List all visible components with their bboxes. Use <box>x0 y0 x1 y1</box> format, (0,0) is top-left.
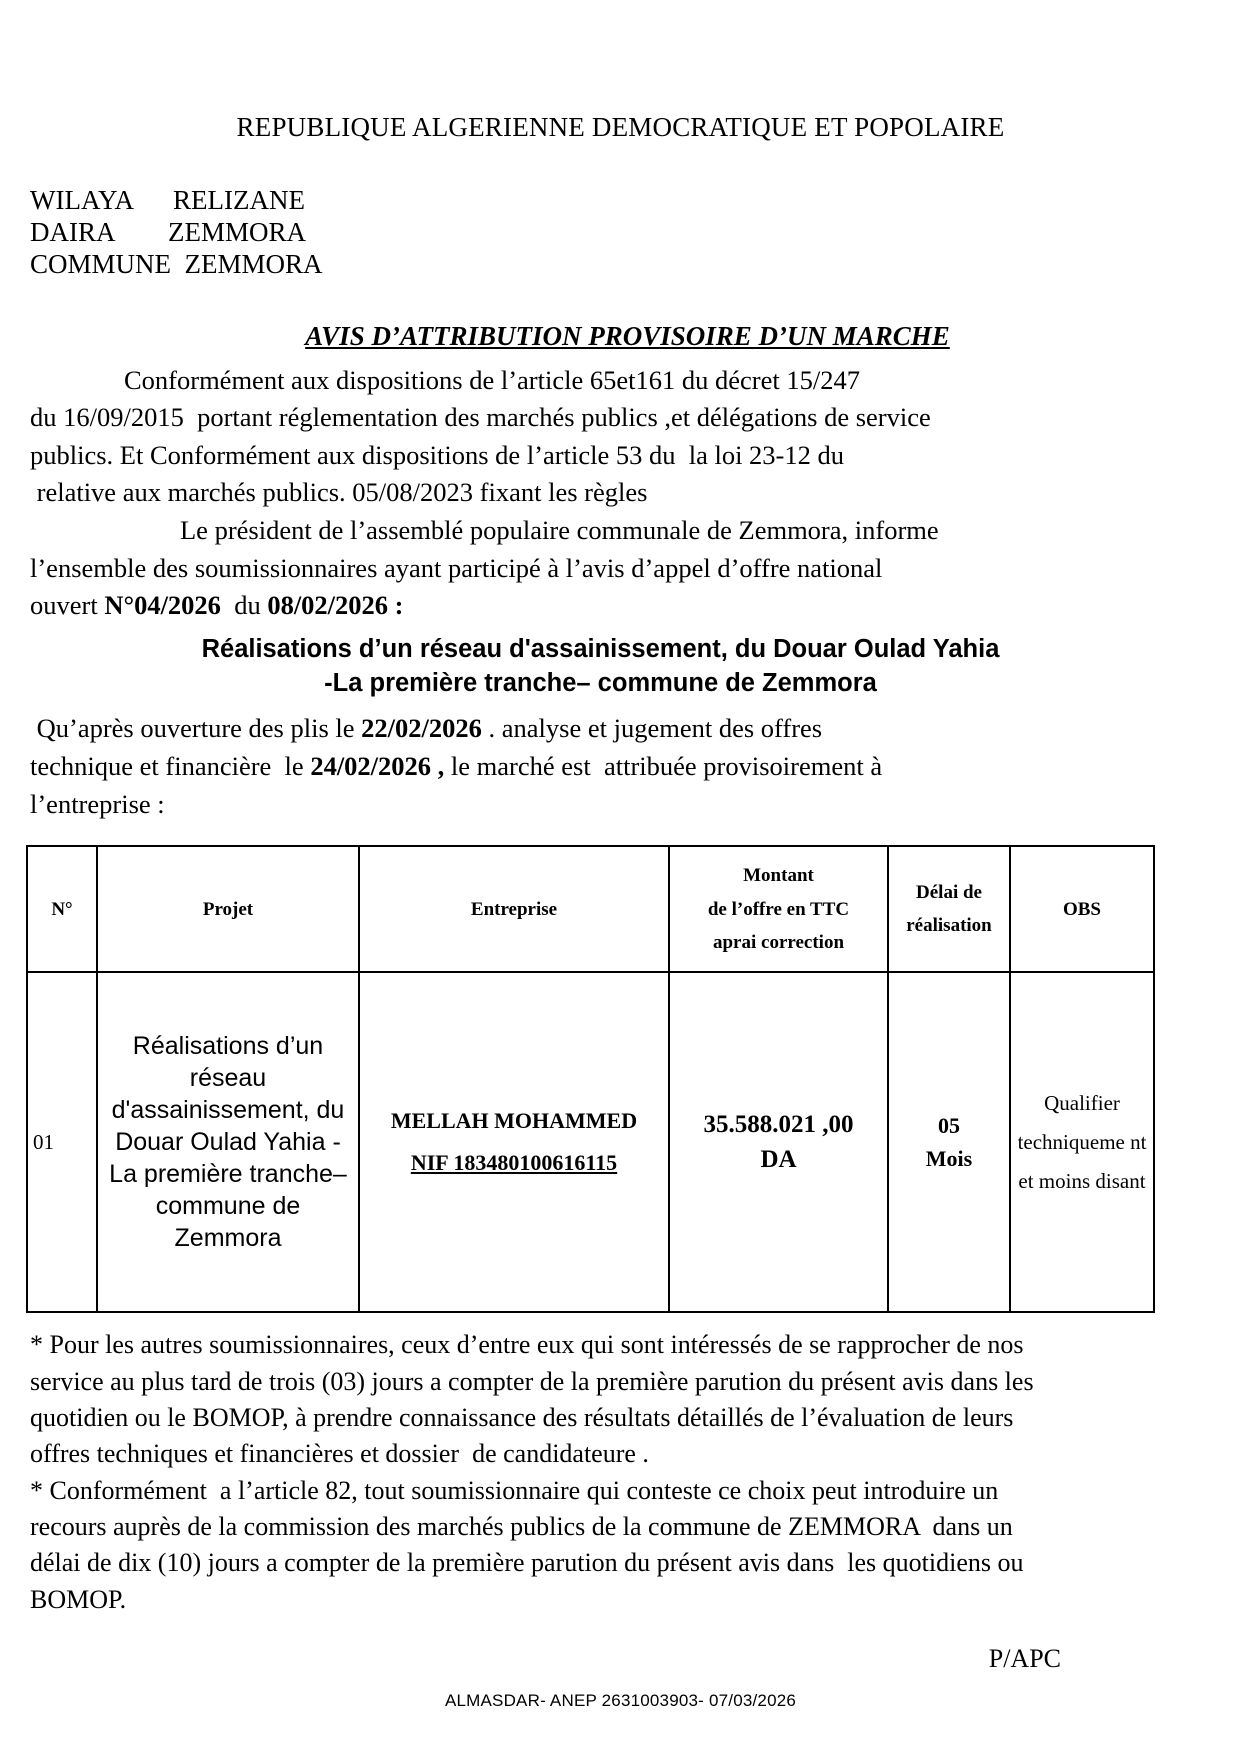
avis-number: N°04/2026 <box>104 590 221 621</box>
note-2-line-3: délai de dix (10) jours a compter de la première parution du présent avis dans les quotidiens ou <box>30 1548 1024 1578</box>
note-1-line-4: offres techniques et financières et dossier de candidateure . <box>30 1439 649 1469</box>
intro-line-7-prefix: ouvert <box>30 590 105 621</box>
opening-line-1 <box>30 710 1215 748</box>
cell-montant <box>669 972 888 1312</box>
header-delai <box>888 846 1010 972</box>
note-1-line-1: * Pour les autres soumissionnaires, ceux d’entre eux qui sont intéressés de se rapprocher de nos <box>30 1330 1024 1360</box>
note-1-line-2: service au plus tard de trois (03) jours a compter de la première parution du présent avis dans les <box>30 1366 1034 1396</box>
table-header-row <box>27 846 1154 972</box>
opening-line-1-prefix: Qu’après ouverture des plis le <box>30 713 362 744</box>
cell-obs: Qualifier techniqueme nt et moins disant <box>1010 972 1154 1312</box>
award-table-body <box>27 972 1154 1312</box>
intro-line-7 <box>30 587 1215 625</box>
header-entreprise: Entreprise <box>359 846 669 972</box>
header-no: N° <box>27 846 97 972</box>
opening-paragraph <box>0 710 1241 823</box>
note-2-line-4: BOMOP. <box>30 1584 127 1614</box>
signature-line: P/APC <box>988 1644 1061 1674</box>
admin-line-commune: COMMUNE ZEMMORA <box>30 248 323 279</box>
document-title: AVIS D’ATTRIBUTION PROVISOIRE D’UN MARCHE <box>305 320 950 351</box>
intro-line-4: relative aux marchés publics. 05/08/2023 fixant les règles <box>30 477 648 508</box>
montant-currency: DA <box>760 1146 797 1174</box>
header-montant-line-2: de l’offre en TTC <box>707 898 850 920</box>
header-montant-line-3: aprai correction <box>712 931 845 953</box>
header-montant-line-1: Montant <box>743 865 814 887</box>
administrative-block <box>0 185 1241 281</box>
opening-line-2-suffix: le marché est attribuée provisoirement à <box>444 750 883 781</box>
intro-line-6: l’ensemble des soumissionnaires ayant participé à l’avis d’appel d’offre national <box>30 552 883 583</box>
delai-value: 05 <box>938 1113 960 1139</box>
cell-delai <box>888 972 1010 1312</box>
intro-line-5: Le président de l’assemblé populaire communale de Zemmora, informe <box>180 515 939 546</box>
cell-no: 01 <box>27 972 97 1312</box>
delai-unit: Mois <box>925 1146 973 1172</box>
award-table-head <box>27 846 1154 972</box>
header-projet: Projet <box>97 846 359 972</box>
project-headline <box>0 633 1241 700</box>
evaluation-date: 24/02/2026 , <box>310 750 445 781</box>
opening-line-2-prefix: technique et financière le <box>30 750 311 781</box>
intro-line-3: publics. Et Conformément aux dispositions de l’article 53 du la loi 23-12 du <box>30 439 845 470</box>
notes-block <box>0 1327 1241 1618</box>
note-1-line-3: quotidien ou le BOMOP, à prendre connaissance des résultats détaillés de l’évaluation de leurs <box>30 1402 1014 1432</box>
anep-footer: ALMASDAR- ANEP 2631003903- 07/03/2026 <box>444 1691 797 1710</box>
intro-line-2: du 16/09/2015 portant réglementation des marchés publics ,et délégations de service <box>30 402 931 433</box>
header-montant <box>669 846 888 972</box>
plis-opening-date: 22/02/2026 <box>361 713 482 744</box>
opening-line-1-suffix: . analyse et jugement des offres <box>481 713 823 744</box>
cell-entreprise <box>359 972 669 1312</box>
opening-line-3: l’entreprise : <box>30 788 165 819</box>
intro-paragraphs <box>0 362 1241 625</box>
admin-line-daira: DAIRA ZEMMORA <box>30 216 307 247</box>
project-headline-line-1: Réalisations d’un réseau d'assainissement, du Douar Oulad Yahia <box>201 634 1000 663</box>
entreprise-nif: NIF 183480100616115 <box>410 1150 618 1176</box>
header-delai-line-2: réalisation <box>906 915 992 937</box>
intro-line-7-mid: du <box>220 590 268 621</box>
intro-line-1: Conformément aux dispositions de l’article 65et161 du décret 15/247 <box>124 364 860 395</box>
note-2-line-1: * Conformément a l’article 82, tout soumissionnaire qui conteste ce choix peut introduire un <box>30 1475 999 1505</box>
header-obs: OBS <box>1010 846 1154 972</box>
montant-value: 35.588.021 ,00 <box>703 1111 854 1139</box>
admin-line-wilaya: WILAYA RELIZANE <box>30 185 305 215</box>
header-delai-line-1: Délai de <box>916 881 982 903</box>
table-row <box>27 972 1154 1312</box>
cell-projet: Réalisations d’un réseau d'assainissement, du Douar Oulad Yahia - La première tranche– commune de Zemmora <box>97 972 359 1312</box>
project-headline-line-2: -La première tranche– commune de Zemmora <box>324 668 877 697</box>
award-table <box>26 845 1155 1313</box>
note-2-line-2: recours auprès de la commission des marchés publics de la commune de ZEMMORA dans un <box>30 1512 1013 1542</box>
avis-date: 08/02/2026 : <box>267 590 404 621</box>
entreprise-name: MELLAH MOHAMMED <box>390 1108 638 1134</box>
republic-heading: REPUBLIQUE ALGERIENNE DEMOCRATIQUE ET POPOLAIRE <box>236 112 1005 142</box>
opening-line-2 <box>30 748 1215 786</box>
